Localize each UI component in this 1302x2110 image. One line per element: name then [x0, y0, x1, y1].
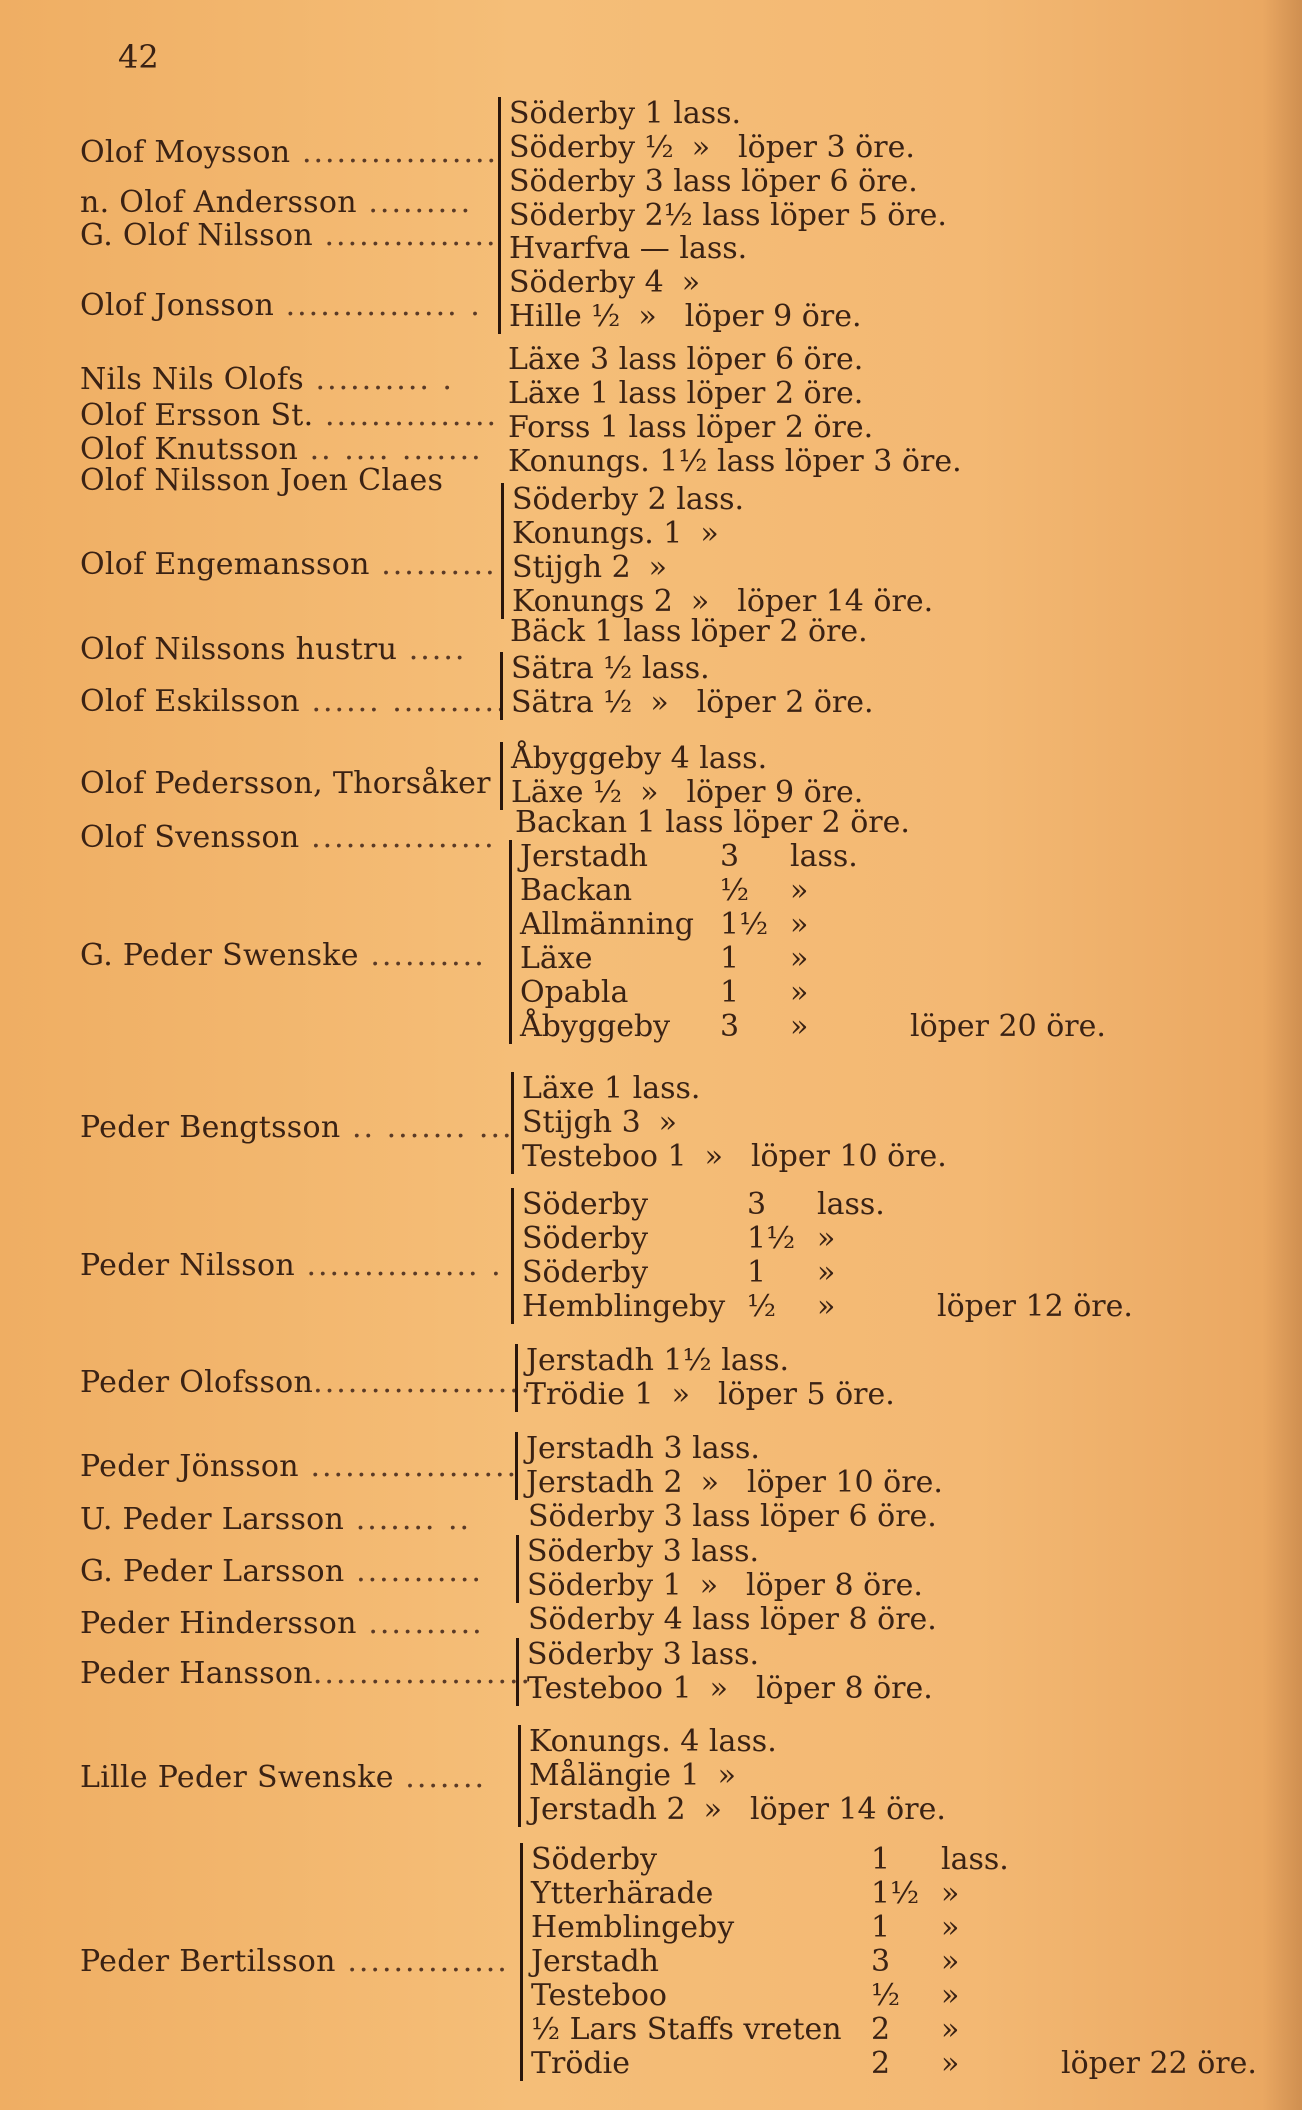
entry-cell: Trödie [531, 2046, 630, 2081]
entry-cell: Läxe 1 lass. [522, 1071, 701, 1106]
entry-cell: 3 [720, 839, 740, 874]
entry-cell: » [941, 1910, 960, 1945]
entry-cell: löper 14 öre. [749, 1792, 946, 1827]
entry-line [526, 1378, 895, 1412]
leader-dots: ......... [356, 185, 473, 220]
entry-cell: » [817, 1255, 836, 1290]
leader-dots: .................... [312, 1656, 544, 1691]
entry-cell: Opabla [520, 975, 629, 1010]
name-peder-jonsson [80, 1449, 518, 1484]
entry-cell: Söderby [522, 1221, 649, 1256]
entry-cell: Konungs. 4 lass. [529, 1724, 777, 1759]
entry-cell: Sätra ½ [511, 685, 633, 720]
entry-line [512, 517, 933, 551]
entry-line [509, 131, 947, 165]
name-olof-knutsson [80, 432, 483, 467]
entry-cell: Läxe 3 lass löper 6 öre. [508, 342, 864, 377]
entry-cell: » [790, 975, 809, 1010]
entry-line [531, 1843, 1257, 1877]
entry-group-g-olof-moysson [498, 97, 947, 233]
entry-line [531, 1979, 1257, 2013]
entry-cell: ½ [720, 873, 750, 908]
entry-line [508, 377, 962, 411]
name-peder-hansson [80, 1656, 544, 1691]
entry-cell: Trödie 1 [526, 1377, 654, 1412]
entry-cell: » [941, 2012, 960, 2047]
entry-cell: » [700, 516, 719, 551]
name-text: Olof Nilsson Joen Claes [80, 463, 444, 498]
entry-cell: » [700, 1465, 719, 1500]
leader-dots: ............... . [294, 1248, 503, 1283]
entry-cell: ½ Lars Staffs vreten [531, 2012, 842, 2047]
entry-group-g-peder-nilsson [511, 1188, 1133, 1324]
name-text: Peder Bengtsson [80, 1110, 341, 1145]
page-number: 42 [118, 38, 159, 76]
entry-line [529, 1725, 946, 1759]
entry-cell: löper 10 öre. [746, 1465, 943, 1500]
entry-cell: löper 5 öre. [717, 1377, 895, 1412]
name-text: Peder Hansson [80, 1656, 313, 1691]
entry-cell: 3 [871, 1944, 891, 1979]
entry-line [520, 908, 1106, 942]
name-nils-nils-olofs [80, 362, 454, 397]
entry-line [526, 1466, 943, 1500]
entry-cell: Söderby 2½ lass löper 5 öre. [509, 198, 947, 233]
entry-cell: Testeboo 1 [527, 1671, 692, 1706]
entry-cell: 2 [871, 2046, 891, 2081]
entry-group-g-u-peder-larsson [528, 1500, 937, 1534]
name-olof-engemansson [80, 547, 497, 582]
entry-cell: Jerstadh [520, 839, 648, 874]
entry-cell: Konungs. 1 [512, 516, 683, 551]
entry-group-g-olof-nilsson [498, 232, 862, 334]
entry-cell: Hemblingeby [531, 1910, 735, 1945]
entry-group-g-peder-swenske [509, 840, 1106, 1044]
entry-line [531, 2047, 1257, 2081]
entry-cell: Konungs. 1½ lass löper 3 öre. [508, 444, 962, 479]
entry-cell: Jerstadh [531, 1944, 659, 1979]
entry-cell: » [790, 907, 809, 942]
name-text: Olof Jonsson [80, 288, 275, 323]
leader-dots: .................. [298, 1449, 519, 1484]
entry-line [520, 976, 1106, 1010]
name-olof-nilsson-g [80, 218, 498, 253]
entry-cell: 3 [720, 1009, 740, 1044]
entry-line [528, 1603, 937, 1637]
entry-cell: 1 [871, 1910, 891, 1945]
entry-cell: Söderby ½ [509, 130, 674, 165]
entry-cell: » [790, 941, 809, 976]
leader-dots: .......... . [304, 362, 454, 397]
entry-cell: » [941, 1944, 960, 1979]
entry-cell: löper 2 öre. [696, 685, 874, 720]
entry-cell: » [817, 1221, 836, 1256]
entry-cell: Söderby 1 lass. [509, 96, 742, 131]
entry-cell: Söderby 3 lass. [527, 1534, 760, 1569]
entry-line [508, 411, 962, 445]
entry-group-g-lille-peder [518, 1725, 946, 1827]
entry-cell: » [790, 1009, 809, 1044]
entry-cell: löper 3 öre. [738, 130, 915, 165]
leader-dots: .......... [358, 938, 486, 973]
entry-group-g-olof-eskilsson [500, 652, 874, 720]
entry-cell: » [681, 265, 701, 300]
entry-line [522, 1106, 947, 1140]
entry-line [509, 199, 947, 233]
entry-line [531, 1877, 1257, 1911]
entry-group-g-peder-jonsson [515, 1432, 943, 1500]
entry-line [531, 1945, 1257, 1979]
entry-cell: Söderby [522, 1255, 649, 1290]
entry-cell: » [658, 1105, 678, 1140]
name-olof-eskilsson [80, 684, 508, 719]
entry-cell: Allmänning [520, 907, 694, 942]
leader-dots: ........... [344, 1554, 483, 1589]
entry-cell: » [691, 130, 711, 165]
entry-line [511, 742, 863, 776]
entry-cell: 1 [720, 941, 740, 976]
entry-line [509, 232, 862, 266]
entry-cell: 1 [747, 1255, 767, 1290]
entry-cell: ½ [871, 1978, 901, 2013]
entry-line [528, 1500, 937, 1534]
leader-dots: ................ [299, 820, 496, 855]
entry-cell: Åbyggeby 4 lass. [511, 741, 768, 776]
entry-cell: lass. [817, 1187, 885, 1222]
name-text: Lille Peder Swenske [80, 1760, 394, 1795]
entry-cell: Stijgh 3 [522, 1105, 641, 1140]
entry-cell: Läxe [520, 941, 593, 976]
entry-line [508, 445, 962, 479]
entry-line [522, 1222, 1133, 1256]
name-olof-moysson [80, 135, 498, 170]
entry-group-g-g-peder-larsson [516, 1535, 923, 1603]
entry-cell: Stijgh 2 [512, 550, 631, 585]
entry-line [509, 97, 947, 131]
name-olof-nilsson-joen [80, 463, 443, 498]
entry-line [520, 840, 1106, 874]
name-g-peder-swenske [80, 938, 486, 973]
entry-line [522, 1072, 947, 1106]
entry-group-g-olof-engemansson [501, 483, 933, 619]
name-text: Olof Nilssons hustru [80, 632, 398, 667]
name-olof-nilssons-hustru [80, 632, 466, 667]
leader-dots: ....... .. [344, 1502, 472, 1537]
entry-cell: 1 [720, 975, 740, 1010]
name-u-peder-larsson [80, 1502, 471, 1537]
entry-cell: » [671, 1377, 690, 1412]
entry-group-g-olof-hustru [510, 615, 868, 649]
entry-cell: » [941, 1876, 960, 1911]
entry-line [511, 652, 874, 686]
name-g-peder-larsson [80, 1554, 483, 1589]
entry-cell: » [703, 1792, 722, 1827]
leader-dots: ................. [290, 135, 499, 170]
entry-cell: Hille ½ [509, 299, 621, 334]
entry-cell: Söderby 1 [527, 1568, 682, 1603]
leader-dots: .......... [369, 547, 497, 582]
name-peder-nilsson [80, 1248, 503, 1283]
name-text: Peder Hindersson [80, 1606, 357, 1641]
name-text: Olof Knutsson [80, 432, 299, 467]
entry-cell: » [790, 873, 809, 908]
entry-cell: Söderby [522, 1187, 649, 1222]
entry-line [509, 266, 862, 300]
entry-cell: Testeboo [531, 1978, 667, 2013]
entry-cell: Söderby 3 lass. [527, 1637, 760, 1672]
entry-cell: » [941, 1978, 960, 2013]
entry-cell: » [817, 1289, 836, 1324]
leader-dots: .............. [335, 1944, 509, 1979]
name-text: Olof Pedersson, Thorsåker [80, 766, 491, 801]
name-text: Nils Nils Olofs [80, 362, 304, 397]
entry-group-g-peder-hindersson [528, 1603, 937, 1637]
entry-cell: 1 [871, 1842, 891, 1877]
entry-cell: Jerstadh 2 [526, 1465, 683, 1500]
name-olof-pedersson [80, 766, 491, 801]
name-peder-olofsson [80, 1365, 544, 1400]
entry-line [509, 300, 862, 334]
leader-dots: ...... .......... [299, 684, 508, 719]
entry-cell: Backan 1 lass löper 2 öre. [515, 805, 910, 840]
entry-cell: » [699, 1568, 719, 1603]
entry-cell: Läxe ½ [511, 775, 623, 810]
entry-cell: löper 9 öre. [686, 775, 864, 810]
entry-cell: Söderby 2 lass. [512, 482, 745, 517]
entry-cell: Testeboo 1 [522, 1139, 687, 1174]
entry-line [510, 615, 868, 649]
leader-dots: .......... [356, 1606, 484, 1641]
name-text: Peder Jönsson [80, 1449, 299, 1484]
entry-cell: » [640, 775, 659, 810]
entry-line [526, 1344, 895, 1378]
entry-line [522, 1188, 1133, 1222]
name-text: Olof Svensson [80, 820, 300, 855]
entry-group-g-peder-bertilsson [520, 1843, 1257, 2081]
entry-line [508, 343, 962, 377]
entry-line [527, 1535, 923, 1569]
entry-line [515, 806, 910, 840]
entry-cell: löper 8 öre. [755, 1671, 933, 1706]
entry-group-g-peder-olofsson [515, 1344, 895, 1412]
name-lille-peder-swenske [80, 1760, 486, 1795]
entry-line [522, 1140, 947, 1174]
entry-line [520, 942, 1106, 976]
name-text: Peder Nilsson [80, 1248, 295, 1283]
name-text: Olof Ersson St. [80, 398, 314, 433]
entry-cell: löper 12 öre. [937, 1289, 1133, 1324]
name-text: Olof Moysson [80, 135, 291, 170]
entry-group-g-olof-svensson [515, 806, 910, 840]
name-peder-bengtsson [80, 1110, 514, 1145]
leader-dots: ....... [393, 1760, 487, 1795]
entry-cell: Åbyggeby [520, 1009, 671, 1044]
entry-cell: Bäck 1 lass löper 2 öre. [510, 614, 868, 649]
entry-cell: Forss 1 lass löper 2 öre. [508, 410, 874, 445]
entry-line [529, 1793, 946, 1827]
entry-cell: Målängie 1 [529, 1758, 700, 1793]
entry-group-g-peder-bengtsson [511, 1072, 947, 1174]
entry-cell: » [648, 550, 668, 585]
entry-line [520, 1010, 1106, 1044]
entry-line [509, 165, 947, 199]
entry-cell: » [709, 1671, 728, 1706]
entry-cell: Söderby 3 lass löper 6 öre. [509, 164, 918, 199]
name-olof-jonsson [80, 288, 482, 323]
entry-line [529, 1759, 946, 1793]
entry-cell: Söderby 4 [509, 265, 664, 300]
leader-dots: ............... [312, 218, 498, 253]
entry-cell: 1½ [720, 907, 769, 942]
name-olof-ersson [80, 398, 498, 433]
entry-line [527, 1569, 923, 1603]
entry-cell: löper 20 öre. [910, 1009, 1106, 1044]
leader-dots: .................... [313, 1365, 544, 1400]
entry-cell: Jerstadh 1½ lass. [526, 1343, 790, 1378]
leader-dots: ............... . [274, 288, 482, 323]
name-text: U. Peder Larsson [80, 1502, 345, 1537]
entry-cell: 1½ [871, 1876, 920, 1911]
name-olof-andersson [80, 185, 472, 220]
entry-line [522, 1290, 1133, 1324]
entry-group-g-olof-pedersson [500, 742, 863, 810]
entry-cell: » [704, 1139, 723, 1174]
entry-line [526, 1432, 943, 1466]
entry-cell: Jerstadh 3 lass. [526, 1431, 760, 1466]
entry-cell: » [717, 1758, 736, 1793]
entry-cell: lass. [790, 839, 858, 874]
entry-cell: löper 9 öre. [684, 299, 862, 334]
leader-dots: ..... [397, 632, 467, 667]
name-text: Peder Bertilsson [80, 1944, 336, 1979]
entry-cell: » [650, 685, 669, 720]
entry-line [522, 1256, 1133, 1290]
name-text: n. Olof Andersson [80, 185, 357, 220]
entry-line [512, 551, 933, 585]
entry-cell: » [941, 2046, 960, 2081]
name-peder-bertilsson [80, 1944, 509, 1979]
entry-group-g-peder-hansson [516, 1638, 933, 1706]
name-text: Peder Olofsson [80, 1365, 314, 1400]
entry-line [520, 874, 1106, 908]
entry-cell: 3 [747, 1187, 767, 1222]
name-text: G. Olof Nilsson [80, 218, 313, 253]
entry-group-g-nils-olofs [508, 343, 962, 479]
entry-cell: löper 8 öre. [746, 1568, 923, 1603]
entry-cell: lass. [941, 1842, 1009, 1877]
entry-cell: » [638, 299, 657, 334]
entry-cell: Backan [520, 873, 633, 908]
entry-line [531, 1911, 1257, 1945]
entry-cell: Läxe 1 lass löper 2 öre. [508, 376, 864, 411]
entry-cell: » [690, 584, 710, 619]
entry-cell: Hvarfva — lass. [509, 231, 748, 266]
entry-cell: 2 [871, 2012, 891, 2047]
entry-cell: 1½ [747, 1221, 796, 1256]
entry-cell: Söderby 4 lass löper 8 öre. [528, 1602, 937, 1637]
leader-dots: ............... [313, 398, 499, 433]
entry-line [531, 2013, 1257, 2047]
entry-cell: Ytterhärade [531, 1876, 714, 1911]
entry-line [527, 1672, 933, 1706]
name-peder-hindersson [80, 1606, 484, 1641]
entry-cell: Sätra ½ lass. [511, 651, 710, 686]
entry-cell: ½ [747, 1289, 777, 1324]
entry-cell: löper 10 öre. [750, 1139, 947, 1174]
entry-cell: Konungs 2 [512, 584, 673, 619]
name-text: G. Peder Larsson [80, 1554, 345, 1589]
entry-cell: Söderby [531, 1842, 658, 1877]
entry-cell: löper 14 öre. [737, 584, 934, 619]
name-text: Olof Eskilsson [80, 684, 300, 719]
name-text: Olof Engemansson [80, 547, 370, 582]
entry-cell: löper 22 öre. [1061, 2046, 1257, 2081]
entry-line [527, 1638, 933, 1672]
leader-dots: .. ....... ... [340, 1110, 514, 1145]
name-olof-svensson [80, 820, 496, 855]
leader-dots: .. .... ....... [298, 432, 483, 467]
entry-line [511, 686, 874, 720]
entry-cell: Jerstadh 2 [529, 1792, 686, 1827]
entry-line [512, 483, 933, 517]
entry-cell: Hemblingeby [522, 1289, 726, 1324]
entry-cell: Söderby 3 lass löper 6 öre. [528, 1499, 937, 1534]
name-text: G. Peder Swenske [80, 938, 359, 973]
